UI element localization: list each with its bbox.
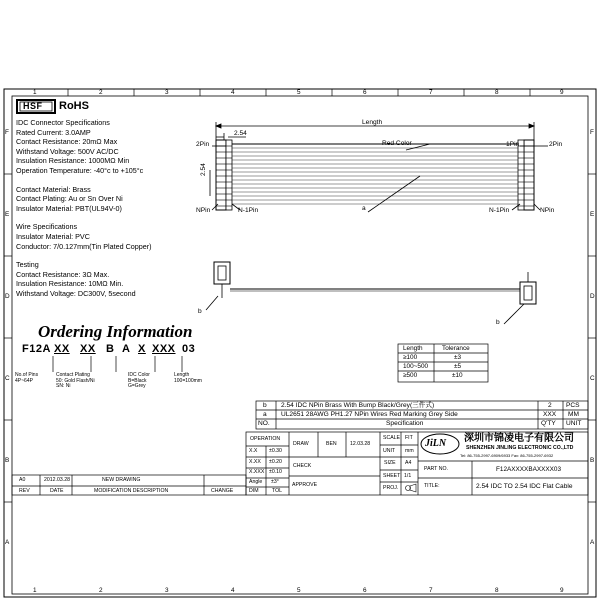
length-legend: Length 100=100mm (174, 372, 202, 384)
col-number: 1 (33, 587, 37, 594)
dim-label: DIM (249, 488, 259, 494)
rev-date-value: 2012.03.28 (44, 477, 70, 483)
bom-header-no: NO. (258, 420, 270, 427)
connector-callout-b-right: b (496, 319, 500, 326)
bom-header-spec: Specification (386, 420, 424, 427)
approve-label: APPROVE (292, 482, 318, 488)
company-name-en: SHENZHEN JINLING ELECTRONIC CO.,LTD (466, 445, 574, 451)
specifications-block (16, 118, 152, 299)
sheet-value: 1/1 (404, 473, 412, 479)
test-insulation-resistance: Insulation Resistance: 10MΩ Min. (16, 279, 124, 289)
pins-legend: No.of Pins 4P~64P (15, 372, 39, 384)
ordering-code (22, 344, 212, 358)
connector-callout-b-left: b (198, 308, 202, 315)
operation-temperature: Operation Temperature: -40°c to +105°c (16, 165, 144, 175)
tol-dim: X.X (249, 448, 258, 454)
row-letter: D (5, 293, 10, 300)
company-tel: Tel: 86-755-2997-6909/6933 Fax: 86-755-2997-6932 (460, 453, 554, 458)
rated-current: Rated Current: 3.0AMP (16, 127, 91, 137)
scale-label: SCALE (383, 435, 401, 441)
size-value: A4 (405, 460, 412, 466)
row-letter: A (590, 539, 595, 546)
cable-side-view (206, 262, 536, 324)
cable-top-view (210, 119, 548, 212)
bom-row-no: b (263, 402, 267, 409)
tolerance-row-length: 100~500 (403, 363, 429, 370)
col-number: 4 (231, 587, 235, 594)
bom-row-unit: PCS (566, 402, 580, 409)
col-number: 2 (99, 89, 103, 96)
rohs-logo: RoHS (59, 100, 89, 112)
bom-row-no: a (263, 411, 267, 418)
pitch-side-label: 2.54 (200, 163, 207, 176)
tolerance-header-tolerance: Tolerance (442, 345, 470, 352)
test-withstand-voltage: Withstand Voltage: DC300V, 5second (16, 288, 136, 298)
col-number: 5 (297, 587, 301, 594)
code-suffix: 03 (182, 343, 196, 355)
sheet-label: SHEET (383, 473, 401, 479)
testing-title: Testing (16, 260, 39, 270)
wire-callout-a: a (362, 205, 366, 212)
two-pin-right-label: 2Pin (549, 141, 563, 148)
bom-header-qty: Q'TY (541, 420, 556, 427)
test-contact-resistance: Contact Resistance: 3Ω Max. (16, 269, 110, 279)
code-color: X (138, 343, 146, 355)
code-plating: XX (80, 343, 96, 355)
col-number: 6 (363, 587, 367, 594)
red-color-label: Red Color (382, 140, 412, 147)
row-letter: F (590, 129, 594, 136)
col-number: 2 (99, 587, 103, 594)
bom-row-spec: UL2651 28AWG PH1.27 NPin Wires Red Marking Grey Side (281, 411, 458, 418)
tol-value: ±0.20 (269, 459, 282, 465)
bom-row-qty: XXX (543, 411, 557, 418)
rev-header: REV (19, 488, 30, 494)
ordering-title: Ordering Information (38, 322, 193, 341)
row-letter: D (590, 293, 595, 300)
rev-description-value: NEW DRAWING (102, 477, 141, 483)
two-pin-left-label: 2Pin (196, 141, 210, 148)
part-no-label: PART NO. (424, 466, 448, 472)
plating-legend: Contact Plating 50: Gold Flash/Ni SN: Ni (56, 372, 95, 390)
change-header: CHANGE (211, 488, 234, 494)
contact-resistance: Contact Resistance: 20mΩ Max (16, 137, 118, 147)
withstand-voltage: Withstand Voltage: 500V AC/DC (16, 146, 119, 156)
col-number: 3 (165, 587, 169, 594)
col-number: 6 (363, 89, 367, 96)
n1-pin-right-label: N-1Pin (489, 207, 510, 214)
tolerance-row-value: ±5 (454, 363, 462, 370)
draw-label: DRAW (293, 441, 309, 447)
color-legend: IDC Color B=Black G=Grey (128, 372, 150, 390)
description-header: MODIFICATION DESCRIPTION (94, 488, 169, 494)
col-number: 5 (297, 89, 301, 96)
one-pin-label: 1Pin (506, 141, 520, 148)
wire-insulator: Insulator Material: PVC (16, 231, 90, 241)
length-label: Length (362, 119, 383, 126)
col-number: 8 (495, 89, 499, 96)
contact-plating: Contact Plating: Au or Sn Over Ni (16, 194, 123, 204)
code-series: F12A (22, 343, 51, 355)
row-letter: C (5, 375, 10, 382)
bom-header-unit: UNIT (566, 420, 582, 427)
unit-value: mm (405, 448, 414, 454)
hsf-logo: HSF (23, 101, 43, 111)
insulation-resistance: Insulation Resistance: 1000MΩ Min (16, 156, 130, 166)
n-pin-left-label: NPin (196, 207, 211, 214)
col-number: 9 (560, 587, 564, 594)
idc-spec-title: IDC Connector Specifications (16, 118, 110, 127)
wire-spec-title: Wire Specifications (16, 222, 78, 232)
row-letter: E (5, 211, 10, 218)
tol-dim: X.XX (249, 459, 261, 465)
tolerance-row-value: ±3 (454, 354, 462, 361)
tol-value: ±3° (271, 479, 279, 485)
n1-pin-left-label: N-1Pin (238, 207, 259, 214)
bom-row-unit: MM (568, 411, 579, 418)
title-label: TITLE: (424, 483, 440, 489)
proj-label: PROJ. (383, 485, 399, 491)
col-number: 7 (429, 89, 433, 96)
code-length: XXX (152, 343, 176, 355)
row-letter: F (5, 129, 9, 136)
row-letter: B (590, 457, 595, 464)
bom-row-spec: 2.54 IDC NPin Brass With Bump Black/Grey(三件式) (281, 402, 435, 409)
tolerance-row-value: ±10 (452, 372, 463, 379)
col-number: 4 (231, 89, 235, 96)
row-letter: B (5, 457, 10, 464)
operation-label: OPERATION (250, 436, 281, 442)
drawer-name: BEN (326, 441, 337, 447)
rev-value: A0 (19, 477, 26, 483)
part-number: F12AXXXXBAXXXX03 (496, 466, 562, 473)
unit-label: UNIT (383, 448, 396, 454)
insulator-material: Insulator Material: PBT(UL94V-0) (16, 203, 122, 213)
contact-material: Contact Material: Brass (16, 184, 91, 194)
n-pin-right-label: NPin (540, 207, 555, 214)
col-number: 1 (33, 89, 37, 96)
draw-date: 12.03.28 (350, 441, 371, 447)
tol-dim: Angle (249, 479, 263, 485)
tolerance-row-length: ≥100 (403, 354, 418, 361)
tol-value: ±0.30 (269, 448, 282, 454)
col-number: 8 (495, 587, 499, 594)
row-letter: E (590, 211, 595, 218)
code-b: B (106, 343, 115, 355)
date-header: DATE (50, 488, 64, 494)
col-number: 9 (560, 89, 564, 96)
tol-dim: X.XXX (249, 469, 265, 475)
code-pins: XX (54, 343, 70, 355)
tol-label: TOL (272, 488, 282, 494)
bom-row-qty: 2 (548, 402, 552, 409)
tolerance-header-length: Length (403, 345, 423, 352)
code-a: A (122, 343, 131, 355)
drawing-title: 2.54 IDC TO 2.54 IDC Flat Cable (476, 483, 573, 490)
col-number: 7 (429, 587, 433, 594)
row-letter: A (5, 539, 10, 546)
conductor: Conductor: 7/0.127mm(Tin Plated Copper) (16, 241, 152, 251)
company-name-cn: 深圳市锦凌电子有限公司 (464, 433, 574, 444)
row-letter: C (590, 375, 595, 382)
tolerance-row-length: ≥500 (403, 372, 418, 379)
projection-symbol (406, 484, 417, 492)
jiln-logo: JiLN (425, 438, 447, 449)
ordering-code-lines (53, 356, 182, 372)
pitch-label: 2.54 (234, 130, 247, 137)
tol-value: ±0.10 (269, 469, 282, 475)
size-label: SIZE (384, 460, 396, 466)
fit-label: FIT (405, 435, 413, 441)
col-number: 3 (165, 89, 169, 96)
check-label: CHECK (293, 463, 312, 469)
